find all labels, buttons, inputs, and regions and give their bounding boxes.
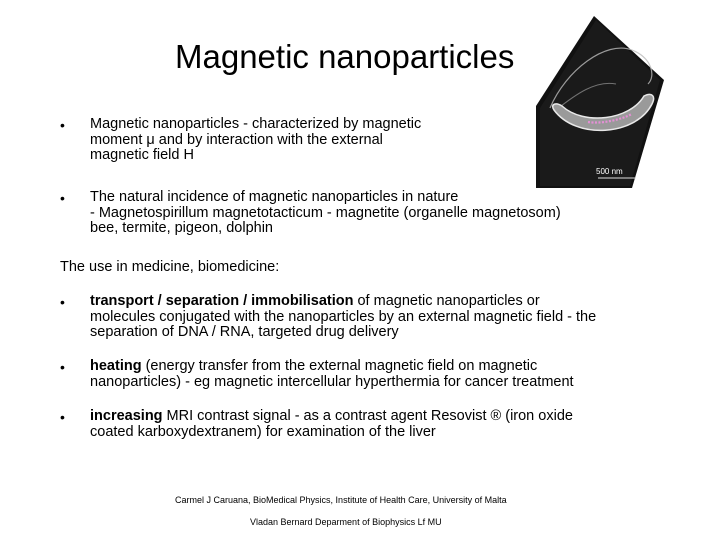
use-bullet-3-line-2: coated karboxydextranem) for examination of the liver bbox=[90, 423, 436, 440]
scale-bar-label: 500 nm bbox=[596, 167, 623, 176]
use-bullet-1-rest: of magnetic nanoparticles or bbox=[353, 293, 540, 309]
intro-bullet-2-line-3: bee, termite, pigeon, dolphin bbox=[90, 220, 273, 236]
intro-bullet-1 bbox=[90, 117, 421, 164]
intro-bullet-1-line-2: moment μ and by interaction with the external bbox=[90, 131, 383, 148]
footer-credit-1: Carmel J Caruana, BioMedical Physics, Institute of Health Care, University of Malta bbox=[175, 495, 507, 505]
use-bullet-1-line-3: separation of DNA / RNA, targeted drug delivery bbox=[90, 324, 399, 340]
footer-credit-2: Vladan Bernard Deparment of Biophysics Lf MU bbox=[250, 517, 442, 527]
bullet-marker: • bbox=[60, 294, 65, 310]
intro-bullet-2-line-2: - Magnetospirillum magnetotacticum - magnetite (organelle magnetosom) bbox=[90, 204, 561, 221]
use-bullet-2-bold: heating bbox=[90, 358, 142, 374]
intro-bullet-2-line-1: The natural incidence of magnetic nanoparticles in nature bbox=[90, 189, 459, 205]
use-bullet-3 bbox=[90, 409, 573, 440]
bacterium-micrograph bbox=[536, 10, 666, 188]
use-bullet-1-line-2: molecules conjugated with the nanoparticles by an external magnetic field - the bbox=[90, 308, 597, 325]
use-bullet-3-bold: increasing bbox=[90, 408, 163, 424]
intro-bullet-2 bbox=[90, 190, 561, 237]
use-bullet-2 bbox=[90, 359, 574, 390]
use-bullet-3-rest: MRI contrast signal - as a contrast agent Resovist ® (iron oxide bbox=[162, 408, 573, 424]
use-bullet-2-rest: (energy transfer from the external magnetic field on magnetic bbox=[141, 358, 538, 374]
bullet-marker: • bbox=[60, 190, 65, 206]
slide-title: Magnetic nanoparticles bbox=[175, 38, 515, 75]
section-heading: The use in medicine, biomedicine: bbox=[60, 259, 280, 275]
use-bullet-2-line-2: nanoparticles) - eg magnetic intercellular hyperthermia for cancer treatment bbox=[90, 373, 574, 390]
bullet-marker: • bbox=[60, 409, 65, 425]
intro-bullet-1-line-3: magnetic field H bbox=[90, 147, 194, 163]
use-bullet-1-bold: transport / separation / immobilisation bbox=[90, 293, 354, 309]
use-bullet-1 bbox=[90, 294, 596, 341]
bullet-marker: • bbox=[60, 117, 65, 133]
bullet-marker: • bbox=[60, 359, 65, 375]
intro-bullet-1-line-1: Magnetic nanoparticles - characterized by magnetic bbox=[90, 116, 422, 132]
